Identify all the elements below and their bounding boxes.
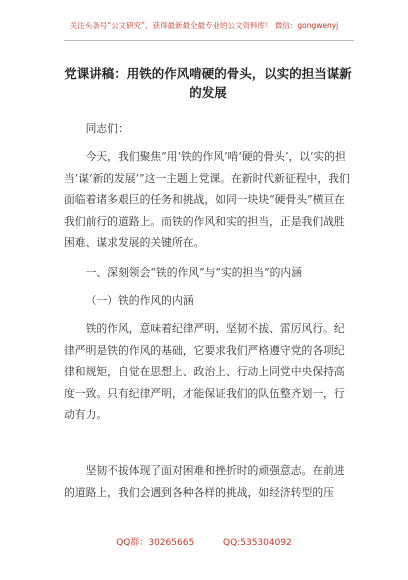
section-heading-1: 一、深刻领会“铁的作风”与“实的担当”的内涵: [85, 266, 303, 279]
document-title: 党课讲稿：用铁的作风啃硬的骨头，以实的担当谋新的发展: [64, 66, 352, 100]
header-promo-note: 关注头条号“公文研究”，获得最新最全最专业的公文资料库！ 微信：gongwenyj: [69, 21, 339, 30]
salutation: 同志们：: [85, 122, 129, 135]
subsection-heading-1: （一）铁的作风的内涵: [85, 294, 194, 307]
paragraph-intro: 今天，我们聚焦“用‘铁的作风’啃‘硬的骨头’，以‘实的担当’谋‘新的发展’”这一主题上党课。在新时代新征程中，我们面临着诸多艰巨的任务和挑战，如同一块块“硬骨头”横亘在我们前行的道路上。而铁的作风和实的担当，正是我们战胜困难、谋求发展的关键所在。: [64, 150, 350, 249]
footer-contact: [0, 535, 408, 548]
paragraph-perseverance: 坚韧不拔体现了面对困难和挫折时的顽强意志。在前进的道路上，我们会遇到各种各样的挑战，如经济转型的压: [64, 464, 345, 499]
footer-qq-number: QQ:535304092: [223, 538, 292, 548]
footer-qq-group: QQ群：30265665: [116, 538, 195, 548]
paragraph-iron-style: 铁的作风，意味着纪律严明、坚韧不拔、雷厉风行。纪律严明是铁的作风的基础，它要求我们严格遵守党的各项纪律和规矩，自觉在思想上、政治上、行动上同党中央保持高度一致。只有纪律严明，才能保证我们的队伍整齐划一，行动有力。: [64, 322, 345, 421]
header-divider: [64, 40, 354, 41]
